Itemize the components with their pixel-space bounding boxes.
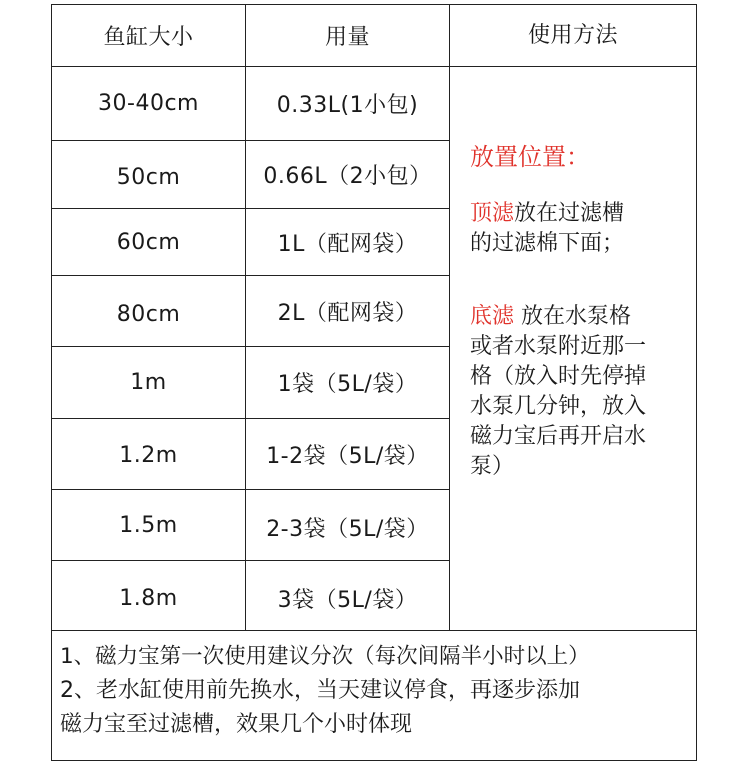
note-line: 磁力宝至过滤槽，效果几个小时体现 xyxy=(60,712,413,737)
row-amount: 1L（配网袋） xyxy=(277,231,418,257)
note-line: 1、磁力宝第一次使用建议分次（每次间隔半小时以上） xyxy=(60,644,590,669)
row-amount: 0.66L（2小包） xyxy=(263,164,432,189)
bottom-filter-label: 底滤 xyxy=(470,304,515,329)
bottom-filter-text: 格（放入时先停掉 xyxy=(470,364,647,389)
row-amount: 2-3袋（5L/袋） xyxy=(266,517,429,542)
row-amount: 2L（配网袋） xyxy=(277,300,418,326)
row-amount: 1袋（5L/袋） xyxy=(277,372,418,397)
row-size: 1.8m xyxy=(119,585,178,611)
row-amount: 3袋（5L/袋） xyxy=(277,587,418,613)
top-filter-label: 顶滤 xyxy=(470,201,515,226)
bottom-filter-text: 放在水泵格 xyxy=(514,304,632,329)
row-amount: 0.33L(1小包) xyxy=(276,93,419,118)
bottom-filter-text: 磁力宝后再开启水 xyxy=(470,424,647,449)
row-size: 30-40cm xyxy=(98,91,199,116)
header-method: 使用方法 xyxy=(527,22,618,48)
top-filter-text: 放在过滤槽 xyxy=(514,201,625,226)
col-divider-2 xyxy=(449,4,450,630)
bottom-filter-text: 或者水泵附近那一 xyxy=(470,334,647,359)
method-top-filter xyxy=(470,199,692,259)
row-size: 1.2m xyxy=(119,442,178,468)
note-line: 2、老水缸使用前先换水，当天建议停食，再逐步添加 xyxy=(60,678,580,703)
method-heading: 放置位置： xyxy=(470,143,590,171)
row-size: 80cm xyxy=(116,301,181,327)
row-size: 1.5m xyxy=(119,512,178,538)
header-tank-size: 鱼缸大小 xyxy=(103,25,194,50)
bottom-filter-text: 水泵几分钟，放入 xyxy=(470,394,647,419)
method-placement xyxy=(470,140,692,174)
usage-notes xyxy=(60,640,696,742)
row-size: 50cm xyxy=(116,164,181,190)
row-size: 60cm xyxy=(116,229,181,255)
top-filter-text: 的过滤棉下面； xyxy=(470,231,625,256)
row-amount: 1-2袋（5L/袋） xyxy=(266,443,429,469)
row-size: 1m xyxy=(130,370,167,395)
header-amount: 用量 xyxy=(324,25,370,50)
method-bottom-filter xyxy=(470,302,692,482)
bottom-filter-text: 泵） xyxy=(470,454,515,479)
